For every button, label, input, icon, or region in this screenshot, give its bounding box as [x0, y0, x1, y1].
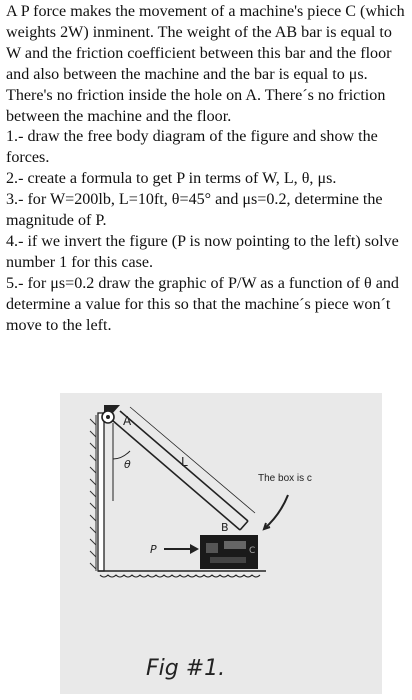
wall-hatching: [90, 415, 96, 571]
label-l: L: [181, 455, 188, 469]
question-2: 2.- create a formula to get P in terms of W, L, θ, μs.: [6, 170, 337, 188]
question-4: 4.- if we invert the figure (P is now pointing to the left) solve number 1 for this case.: [6, 232, 399, 271]
bar-ab: [112, 411, 248, 530]
figure-caption: Fig #1.: [146, 656, 226, 681]
note-text: The box is c: [258, 473, 312, 484]
pin-a: [102, 405, 120, 423]
mechanism-diagram: [60, 393, 382, 694]
note-arrow: [264, 495, 288, 529]
question-1: 1.- draw the free body diagram of the figure and show the forces.: [6, 128, 378, 167]
length-dimension-line: [130, 407, 255, 513]
label-c: C: [249, 546, 256, 556]
problem-intro: A P force makes the movement of a machine's piece C (which weights 2W) inminent. The weight of the AB bar is equal to W and the friction coefficient between this bar and the floor and also between the machine and the bar is equal to μs. There's no friction inside the hole on A. There´s no friction between the machine and the floor.: [6, 3, 405, 125]
force-p-arrow: [164, 544, 199, 554]
question-5: 5.- for μs=0.2 draw the graphic of P/W as a function of θ and determine a value for this so that the machine´s piece won´t move to the left.: [6, 274, 399, 334]
figure-1: [60, 393, 382, 694]
label-b: B: [221, 521, 229, 534]
label-a: A: [123, 414, 132, 428]
label-p: P: [150, 543, 157, 556]
question-3: 3.- for W=200lb, L=10ft, θ=45° and μs=0.2, determine the magnitude of P.: [6, 191, 383, 230]
problem-statement: [6, 2, 408, 337]
label-theta: θ: [124, 458, 131, 471]
floor: [98, 571, 266, 577]
wall: [98, 413, 104, 571]
